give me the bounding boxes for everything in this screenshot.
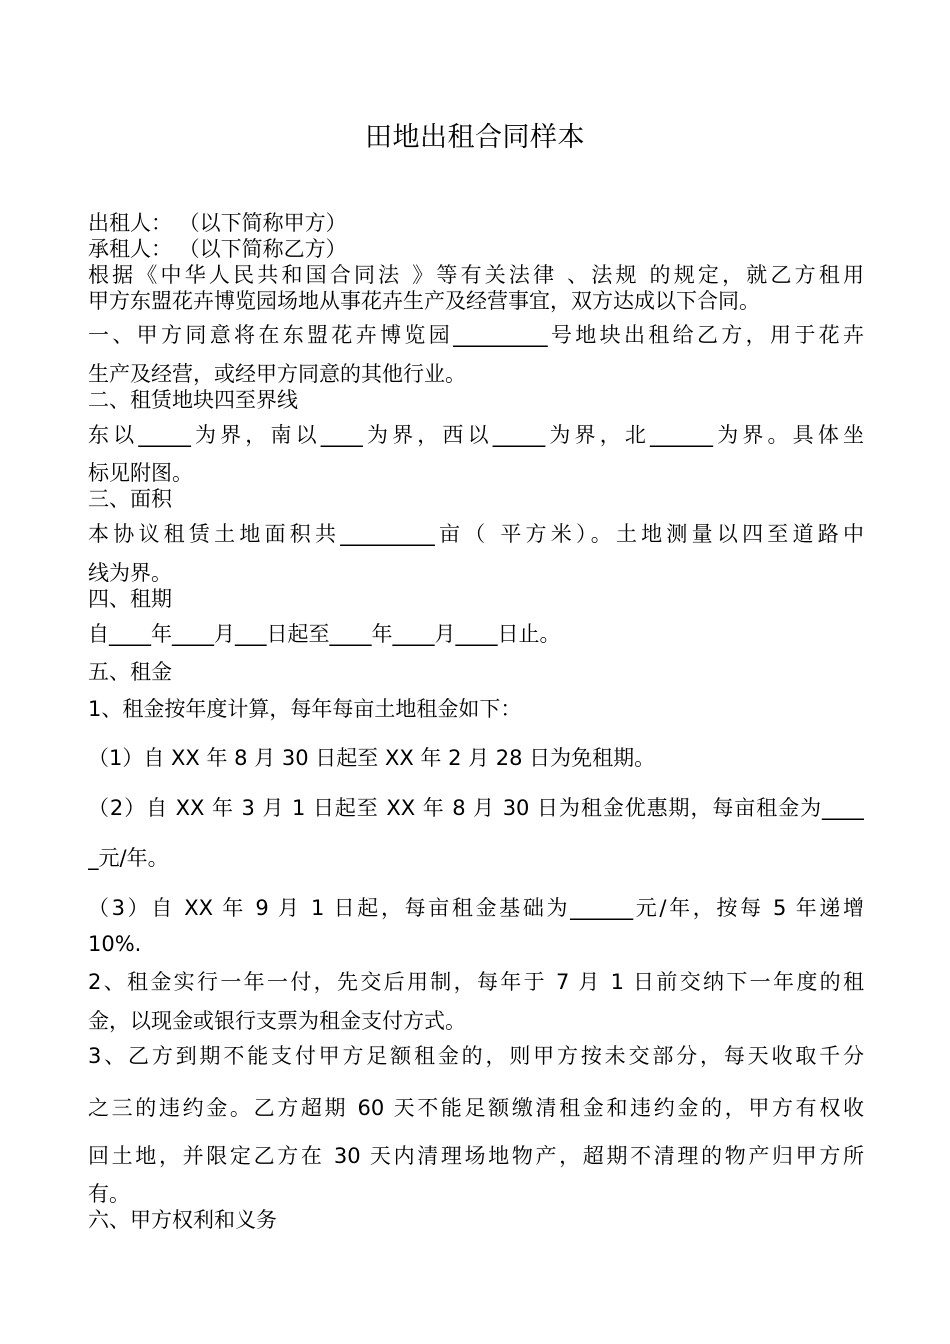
preamble-line-1: 根据《中华人民共和国合同法 》等有关法律 、法规 的规定，就乙方租用 [88,263,864,287]
lessee-line: 承租人： （以下简称乙方） [88,237,347,261]
rent-sub-3-line-1: （3）自 XX 年 9 月 1 日起，每亩租金基础为______元/年，按每 5 年递增 [88,896,864,920]
lessor-line: 出租人： （以下简称甲方） [88,211,347,235]
penalty-line-1: 3、乙方到期不能支付甲方足额租金的，则甲方按未交部分，每天收取千分 [88,1044,864,1068]
penalty-line-2: 之三的违约金。乙方超期 60 天不能足额缴清租金和违约金的，甲方有权收 [88,1096,864,1120]
area-line-2: 线为界。 [88,561,172,585]
rent-sub-3-line-2: 10%. [88,932,142,956]
penalty-line-4: 有。 [88,1182,130,1206]
term-line: 自____年____月___日起至____年____月____日止。 [88,622,561,646]
document-title: 田地出租合同样本 [365,122,585,153]
section-2-heading: 二、租赁地块四至界线 [88,388,298,412]
clause-1-line-1: 一、甲方同意将在东盟花卉博览园_________号地块出租给乙方，用于花卉 [88,323,864,347]
payment-line-1: 2、租金实行一年一付，先交后用制，每年于 7 月 1 日前交纳下一年度的租 [88,970,864,994]
boundary-line-1: 东以_____为界，南以____为界，西以_____为界，北______为界。具体坐 [88,423,864,447]
rent-sub-2-line-2: _元/年。 [88,846,169,870]
section-4-heading: 四、租期 [88,587,172,611]
payment-line-2: 金，以现金或银行支票为租金支付方式。 [88,1009,466,1033]
penalty-line-3: 回土地，并限定乙方在 30 天内清理场地物产，超期不清理的物产归甲方所 [88,1144,864,1168]
section-6-heading: 六、甲方权利和义务 [88,1208,277,1232]
rent-sub-1: （1）自 XX 年 8 月 30 日起至 XX 年 2 月 28 日为免租期。 [88,746,656,770]
section-5-heading: 五、租金 [88,660,172,684]
rent-sub-2-line-1: （2）自 XX 年 3 月 1 日起至 XX 年 8 月 30 日为租金优惠期，每亩租金为____ [88,796,864,820]
clause-1-line-2: 生产及经营，或经甲方同意的其他行业。 [88,362,466,386]
rent-item-1: 1、租金按年度计算，每年每亩土地租金如下： [88,697,522,721]
boundary-line-2: 标见附图。 [88,461,193,485]
preamble-line-2: 甲方东盟花卉博览园场地从事花卉生产及经营事宜，双方达成以下合同。 [88,289,760,313]
area-line-1: 本协议租赁土地面积共_________亩（ 平方米）。土地测量以四至道路中 [88,522,864,546]
section-3-heading: 三、面积 [88,487,172,511]
